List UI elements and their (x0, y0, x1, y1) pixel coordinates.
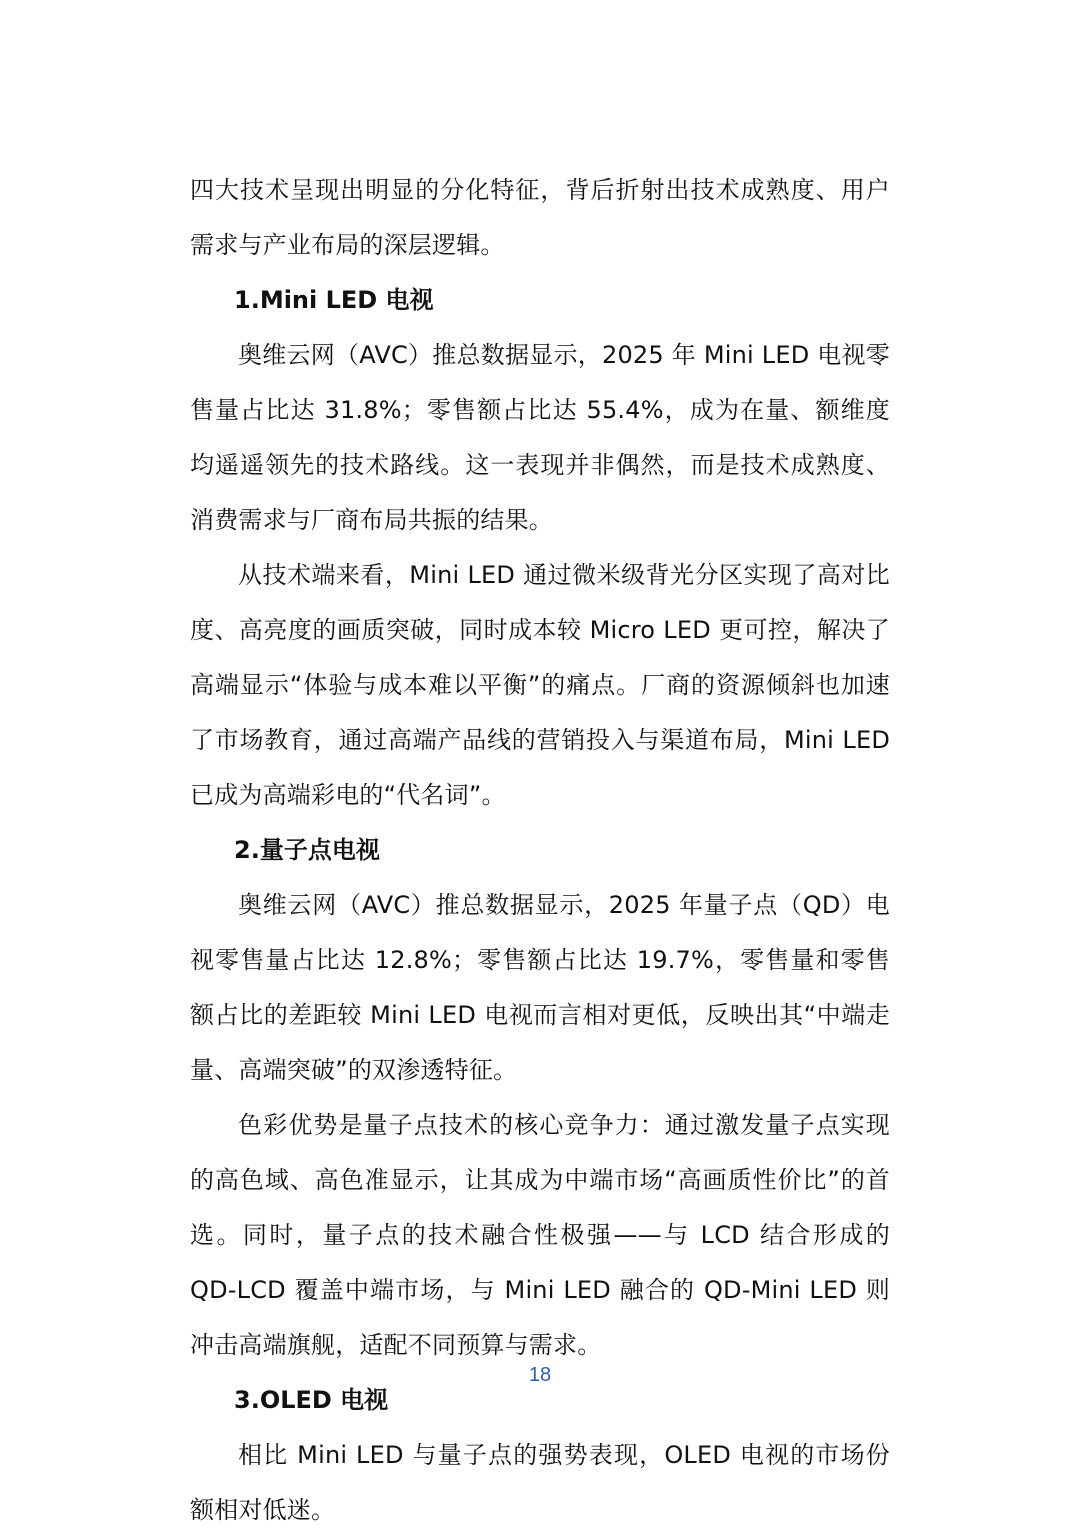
section-heading-oled: 3.OLED 电视 (234, 1386, 389, 1414)
section-heading-mini-led: 1.Mini LED 电视 (234, 286, 434, 314)
intro-paragraph: 四大技术呈现出明显的分化特征，背后折射出技术成熟度、用户需求与产业布局的深层逻辑。 (190, 176, 890, 259)
document-body (190, 163, 890, 1538)
paragraph-quantum-dot-advantage: 色彩优势是量子点技术的核心竞争力：通过激发量子点实现的高色域、高色准显示，让其成为中端市场“高画质性价比”的首选。同时，量子点的技术融合性极强——与 LCD 结合形成的 QD-LCD 覆盖中端市场，与 Mini LED 融合的 QD-Mini LED 则冲击高端旗舰，适配不同预算与需求。 (190, 1111, 890, 1359)
paragraph-quantum-dot-data: 奥维云网（AVC）推总数据显示，2025 年量子点（QD）电视零售量占比达 12.8%；零售额占比达 19.7%，零售量和零售额占比的差距较 Mini LED 电视而言相对更低，反映出其“中端走量、高端突破”的双渗透特征。 (190, 891, 890, 1084)
paragraph-mini-led-data: 奥维云网（AVC）推总数据显示，2025 年 Mini LED 电视零售量占比达 31.8%；零售额占比达 55.4%，成为在量、额维度均遥遥领先的技术路线。这一表现并非偶然，而是技术成熟度、消费需求与厂商布局共振的结果。 (190, 341, 890, 534)
section-heading-quantum-dot: 2.量子点电视 (234, 836, 380, 864)
page-number: 18 (528, 1364, 552, 1386)
paragraph-mini-led-technology: 从技术端来看，Mini LED 通过微米级背光分区实现了高对比度、高亮度的画质突破，同时成本较 Micro LED 更可控，解决了高端显示“体验与成本难以平衡”的痛点。厂商的资源倾斜也加速了市场教育，通过高端产品线的营销投入与渠道布局，Mini LED 已成为高端彩电的“代名词”。 (190, 561, 890, 809)
paragraph-oled-intro: 相比 Mini LED 与量子点的强势表现，OLED 电视的市场份额相对低迷。 (190, 1441, 890, 1524)
